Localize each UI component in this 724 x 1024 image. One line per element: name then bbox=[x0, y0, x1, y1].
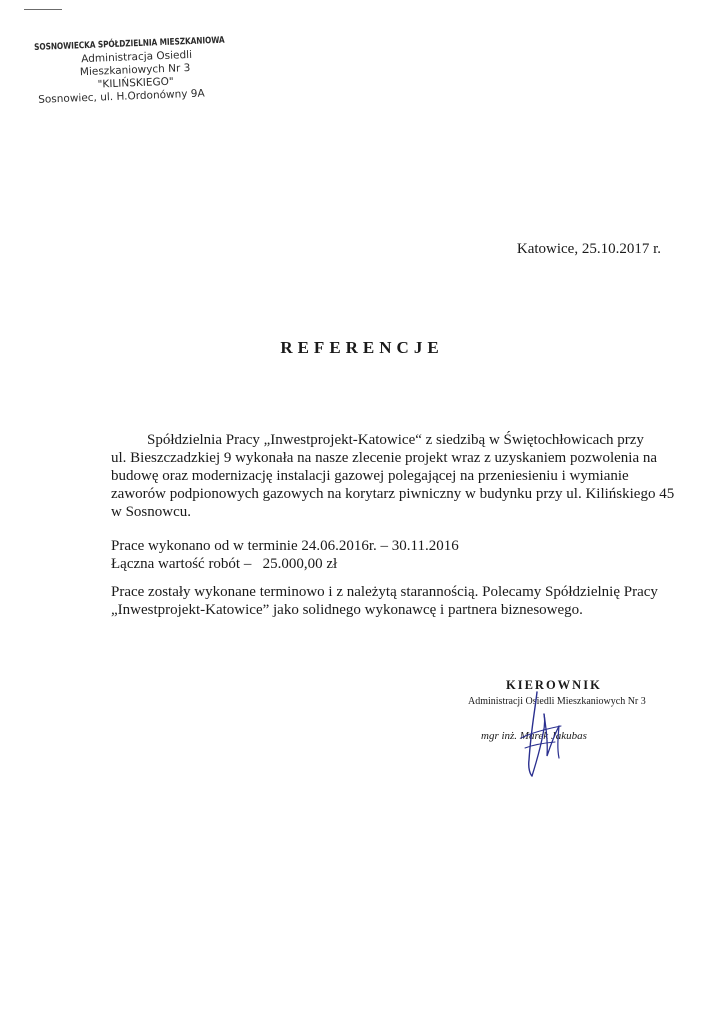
place-and-date: Katowice, 25.10.2017 r. bbox=[516, 241, 661, 257]
total-value-line: Łączna wartość robót – 25.000,00 zł bbox=[111, 556, 338, 572]
paragraph-project-description bbox=[111, 431, 675, 521]
stamp-line-housing-estates: Mieszkaniowych Nr 3 bbox=[79, 62, 191, 79]
work-period-line: Prace wykonano od w terminie 24.06.2016r. – 30.11.2016 bbox=[111, 538, 459, 554]
paragraph-line: zaworów podpionowych gazowych na korytarz piwniczny w budynku przy ul. Kilińskiego 45 bbox=[111, 486, 675, 502]
stamp-line-cooperative: SOSNOWIECKA SPÓŁDZIELNIA MIESZKANIOWA bbox=[34, 35, 225, 53]
paragraph-line: budowę oraz modernizację instalacji gazowej polegającej na przeniesieniu i wymianie bbox=[111, 468, 629, 484]
organization-stamp bbox=[34, 34, 236, 107]
paragraph-line: „Inwestprojekt-Katowice” jako solidnego wykonawcę i partnera biznesowego. bbox=[111, 602, 583, 618]
paragraph-line: Prace zostały wykonane terminowo i z należytą starannością. Polecamy Spółdzielnię Pracy bbox=[111, 584, 658, 600]
signatory-unit: Administracji Osiedli Mieszkaniowych Nr 3 bbox=[468, 696, 646, 707]
signatory-name: mgr inż. Marek Jakubas bbox=[481, 730, 587, 742]
top-edge-rule bbox=[24, 9, 62, 10]
document-title: REFERENCJE bbox=[280, 338, 444, 357]
paragraph-term-and-value bbox=[111, 537, 671, 573]
signatory-title: KIEROWNIK bbox=[506, 678, 602, 692]
stamp-line-administration: Administracja Osiedli bbox=[81, 48, 193, 66]
paragraph-line: w Sosnowcu. bbox=[111, 504, 192, 520]
stamp-line-estate-name: "KILIŃSKIEGO" bbox=[97, 75, 174, 91]
paragraph-line: Spółdzielnia Pracy „Inwestprojekt-Katowice“ z siedzibą w Świętochłowicach przy bbox=[147, 432, 644, 448]
stamp-line-address: Sosnowiec, ul. H.Ordonówny 9A bbox=[37, 87, 205, 106]
paragraph-line: ul. Bieszczadzkiej 9 wykonała na nasze zlecenie projekt wraz z uzyskaniem pozwolenia na bbox=[111, 450, 658, 466]
paragraph-recommendation bbox=[111, 583, 671, 619]
